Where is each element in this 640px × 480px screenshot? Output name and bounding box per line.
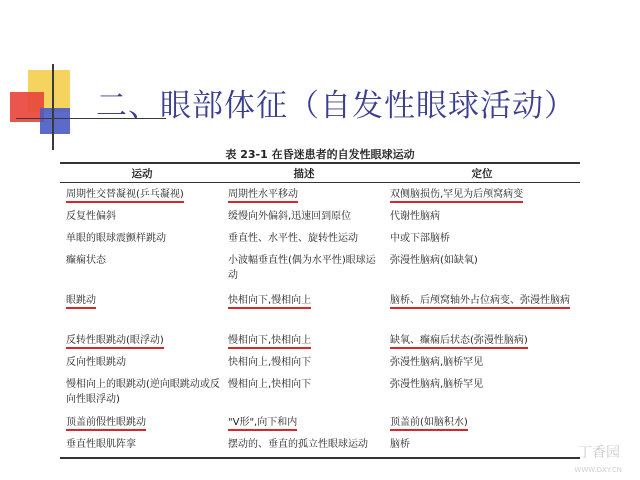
cell-movement: 眼跳动 <box>66 295 96 309</box>
cell-movement: 慢相向上的眼跳动(逆向眼跳动或反向性眼浮动) <box>66 379 220 405</box>
cell-description: 慢相向下,快相向上 <box>228 335 311 349</box>
cell-description: 快相向下,慢相向上 <box>228 295 311 309</box>
cell-movement: 反复性偏斜 <box>66 211 116 222</box>
cell-localization: 双侧脑损伤,罕见为后颅窝病变 <box>390 189 523 203</box>
table-row <box>60 333 580 355</box>
cell-description: 快相向上,慢相向下 <box>228 357 312 368</box>
cell-localization: 脑桥 <box>390 439 410 450</box>
deco-vertical-line <box>52 64 54 150</box>
watermark-url: WWW.DXY.CN <box>574 466 622 474</box>
slide-title: 二、眼部体征（自发性眼球活动） <box>96 88 576 124</box>
cell-localization: 顶盖前(如脑积水) <box>390 417 468 431</box>
table-row <box>60 253 580 293</box>
table-row <box>60 355 580 377</box>
table-row <box>60 183 580 209</box>
cell-movement: 单眼的眼球震颤样跳动 <box>66 233 166 244</box>
cell-description: 摆动的、垂直的孤立性眼球运动 <box>228 439 368 450</box>
cell-localization: 缺氧、癫痫后状态(弥漫性脑病) <box>390 335 528 349</box>
table-header-row <box>60 164 580 183</box>
table-row <box>60 231 580 253</box>
cell-description: "V形",向下和内 <box>228 417 297 431</box>
cell-description: 缓慢向外偏斜,迅速回到原位 <box>228 211 352 222</box>
table-row <box>60 437 580 457</box>
cell-localization: 弥漫性脑病,脑桥罕见 <box>390 379 484 390</box>
table-row <box>60 377 580 415</box>
cell-localization: 代谢性脑病 <box>390 211 440 222</box>
cell-localization: 中或下部脑桥 <box>390 233 450 244</box>
cell-description: 小波幅垂直性(偶为水平性)眼球运动 <box>228 255 376 281</box>
cell-movement: 顶盖前假性眼跳动 <box>66 417 146 431</box>
eye-movement-table <box>60 162 580 459</box>
cell-localization: 脑桥、后颅窝轴外占位病变、弥漫性脑病 <box>390 295 570 309</box>
cell-movement: 垂直性眼肌阵挛 <box>66 439 136 450</box>
watermark-logo: 丁香园 <box>578 445 620 461</box>
table-row <box>60 415 580 437</box>
cell-movement: 反向性眼跳动 <box>66 357 126 368</box>
table-row <box>60 209 580 231</box>
table-caption: 表 23-1 在昏迷患者的自发性眼球运动 <box>225 148 415 161</box>
cell-description: 周期性水平移动 <box>228 189 298 203</box>
header-description: 描述 <box>293 167 315 180</box>
cell-movement: 周期性交替凝视(乒乓凝视) <box>66 189 184 203</box>
header-movement: 运动 <box>131 167 153 180</box>
cell-localization: 弥漫性脑病,脑桥罕见 <box>390 357 484 368</box>
deco-square-blue <box>40 108 70 134</box>
cell-movement: 反转性眼跳动(眼浮动) <box>66 335 164 349</box>
table-row <box>60 293 580 333</box>
header-localization: 定位 <box>471 167 493 180</box>
cell-description: 垂直性、水平性、旋转性运动 <box>228 233 358 244</box>
cell-localization: 弥漫性脑病(如缺氧) <box>390 255 478 266</box>
cell-movement: 癫痫状态 <box>66 255 106 266</box>
cell-description: 慢相向上,快相向下 <box>228 379 312 390</box>
